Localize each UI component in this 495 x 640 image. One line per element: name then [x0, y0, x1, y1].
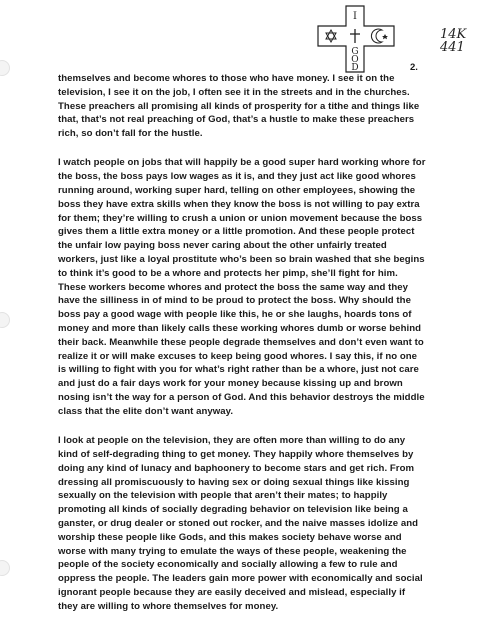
- punch-hole: [0, 560, 10, 576]
- punch-hole: [0, 60, 10, 76]
- paragraph: I look at people on the television, they are often more than willing to do any kind of self-degrading thing to get money. They happily whore themselves by doing any kind of lunacy and baphoonery to become stars and get rich. From dressing all promiscuously to having sex or doing sexual things like kissing sexually on the television with people that aren’t their mates; to happily promoting all kinds of socially degrading behavior on television like being a ganster, or drug dealer or stoned out rocker, and the naive masses idolize and worship these people like Gods, and this makes society behave worse and worse with many trying to emulate the ways of these people, weakening the people of the society economically and socially allowing a few to rule and oppress the people. The leaders gain more power with economically and social ignorant people because they are easily deceived and mislead, especially if they are willing to whore themselves for money.: [58, 435, 423, 612]
- emblem-letter: I: [353, 11, 357, 22]
- paragraph: I watch people on jobs that will happily be a good super hard working whore for the boss, the boss pays low wages as it is, and they just act like good whores running around, working super hard, telling on other employees, showing the boss they have extra skills when they know the boss is not willing to pay extra for them; they’re willing to crush a union or union movement because the boss gives them a little extra money or a little promotion. And these people protect the unfair low paying boss never caring about the other unfairly treated workers, just like a loyal prostitute who’s been so brain washed that she begins to think it’s good to be a whore and protects her pimp, she’ll fight for him. These workers become whores and protect the boss the same way and they have the silliness in of mind to be proud to protect the boss. Why should the boss pay a good wage with people like this, he or she laughs, hoards tons of money and more than likely calls these working whores dumb or worse behind their back. Meanwhile these people degrade themselves and don’t even want to realize it or will make excuses to keep being good whores. I say this, if no one is willing to fight with you for what’s right rather than be a whore, just not care and just do a fair days work for your money because kissing up and brown nosing isn’t the way for a person of God. And this behavior destroys the middle class that the elite don’t want anyway.: [58, 157, 426, 417]
- crescent-and-star-icon: [371, 29, 388, 43]
- cross-emblem: [316, 4, 396, 74]
- page-number: 2.: [410, 62, 418, 73]
- handwritten-note: [440, 28, 466, 54]
- punch-hole: [0, 312, 10, 328]
- small-cross-icon: [350, 29, 360, 43]
- emblem-letter: G: [351, 47, 359, 57]
- emblem-letter: O: [351, 55, 359, 65]
- paragraph: themselves and become whores to those who have money. I see it on the television, I see it on the job, I often see it in the streets and in the churches. These preachers all promising all kinds of prosperity for a tithe and things like that, that’s not real preaching of God, that’s a hustle to make these preachers rich, so don’t fall for the hustle.: [58, 73, 420, 140]
- emblem-letter: D: [351, 63, 359, 73]
- star-of-david-icon: [326, 30, 336, 42]
- handwritten-note-line: 441: [440, 40, 465, 55]
- handwritten-note-line: 14K: [440, 27, 467, 42]
- body-text: [58, 72, 426, 629]
